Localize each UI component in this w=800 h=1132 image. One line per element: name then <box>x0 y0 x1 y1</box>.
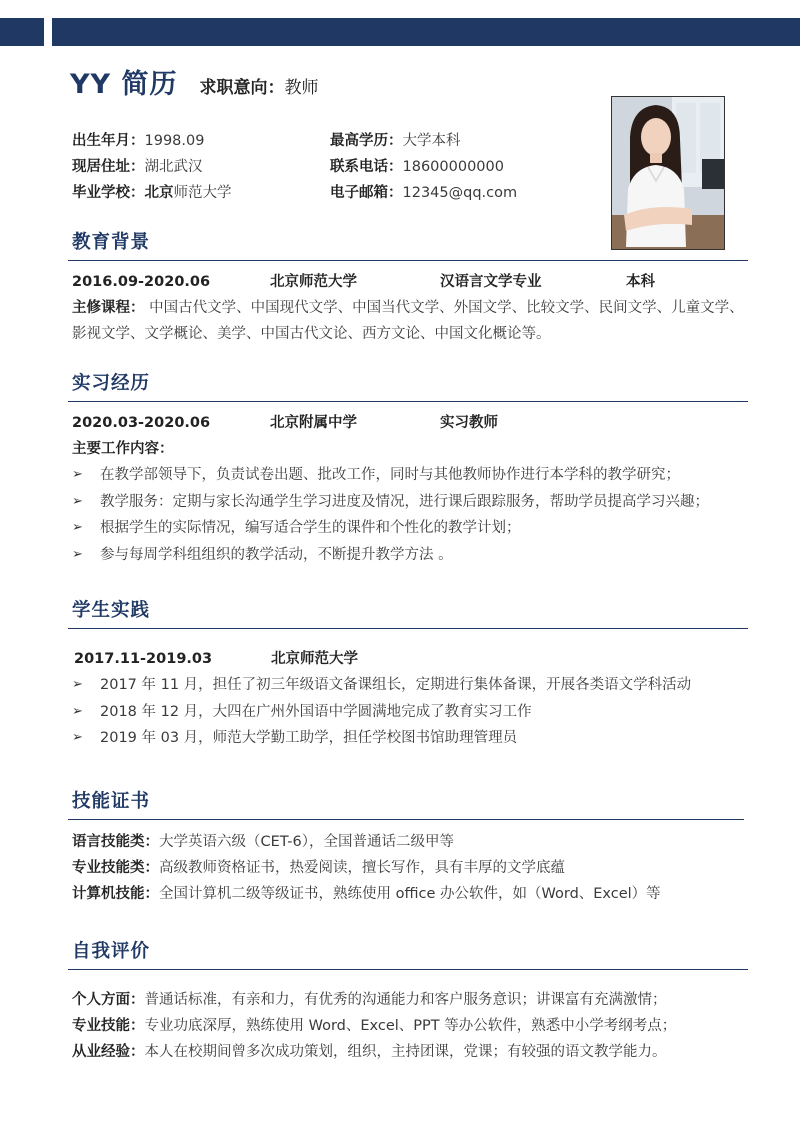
education-title: 教育背景 <box>72 232 151 253</box>
job-objective <box>200 73 319 98</box>
internship-date: 2020.03-2020.06 <box>72 415 211 431</box>
education-date: 2016.09-2020.06 <box>72 274 211 290</box>
title-row <box>70 62 319 101</box>
practice-title: 学生实践 <box>72 600 151 621</box>
skills-section <box>68 789 744 907</box>
internship-role: 实习教师 <box>440 415 498 431</box>
personal-info-left <box>72 128 232 206</box>
birth-date: 出生年月：1998.09 <box>72 133 205 149</box>
internship-section <box>68 371 748 568</box>
resume-title: YY 简历 <box>70 69 178 100</box>
arrowhead-bullet-icon: ➢ <box>72 730 83 745</box>
practice-entry-header <box>68 646 748 672</box>
list-item: ➢ 2019 年 03 月，师范大学勤工助学，担任学校图书馆助理管理员 <box>68 725 748 752</box>
skill-computer: 计算机技能：全国计算机二级等级证书，熟练使用 office 办公软件，如（Word、Excel）等 <box>72 886 661 902</box>
practice-org: 北京师范大学 <box>271 651 358 667</box>
skill-professional: 专业技能类：高级教师资格证书，热爱阅读，擅长写作，具有丰厚的文学底蕴 <box>72 860 565 876</box>
self-evaluation-section <box>68 939 748 1065</box>
education-school: 北京师范大学 <box>270 274 357 290</box>
practice-divider <box>68 628 748 629</box>
internship-divider <box>68 401 748 402</box>
skill-language: 语言技能类：大学英语六级（CET-6），全国普通话二级甲等 <box>72 834 455 850</box>
profile-photo <box>611 96 725 250</box>
self-eval-personal: 个人方面：普通话标准，有亲和力，有优秀的沟通能力和客户服务意识；讲课富有充满激情； <box>72 992 667 1008</box>
arrowhead-bullet-icon: ➢ <box>72 493 83 509</box>
objective-value: 教师 <box>284 78 319 98</box>
list-item: ➢ 根据学生的实际情况，编写适合学生的课件和个性化的教学计划； <box>68 515 748 542</box>
education-divider <box>68 260 748 261</box>
internship-title: 实习经历 <box>72 373 151 394</box>
arrowhead-bullet-icon: ➢ <box>72 467 83 482</box>
skills-title: 技能证书 <box>72 791 151 812</box>
list-item: ➢ 参与每周学科组组织的教学活动，不断提升教学方法 。 <box>68 542 748 569</box>
self-evaluation-divider <box>68 969 748 970</box>
internship-org: 北京附属中学 <box>270 415 357 431</box>
skills-list <box>68 829 744 907</box>
internship-content-label: 主要工作内容： <box>72 441 174 457</box>
objective-label: 求职意向： <box>199 78 285 98</box>
self-eval-experience: 从业经验：本人在校期间曾多次成功策划，组织，主持团课，党课；有较强的语文教学能力。 <box>72 1044 667 1060</box>
list-item: ➢ 2017 年 11 月，担任了初三年级语文备课组长，定期进行集体备课，开展各类语文学科活动 <box>68 672 748 699</box>
list-item: ➢ 教学服务：定期与家长沟通学生学习进度及情况，进行课后跟踪服务，帮助学员提高学习兴趣； <box>68 489 748 516</box>
header-accent-block <box>0 18 44 46</box>
practice-section <box>68 598 748 752</box>
current-address: 现居住址：湖北武汉 <box>72 159 203 175</box>
education-courses: 主修课程： 中国古代文学、中国现代文学、中国当代文学、外国文学、比较文学、民间文学、儿童文学、 <box>72 300 744 316</box>
self-eval-professional: 专业技能：专业功底深厚，熟练使用 Word、Excel、PPT 等办公软件，熟悉中小学考纲考点； <box>72 1018 677 1034</box>
personal-info-right <box>330 128 517 206</box>
email: 电子邮箱：12345@qq.com <box>330 185 518 201</box>
header-bar <box>52 18 800 46</box>
arrowhead-bullet-icon: ➢ <box>72 520 83 535</box>
internship-entry-header <box>68 410 748 436</box>
phone-number: 联系电话：18600000000 <box>330 159 504 175</box>
arrowhead-bullet-icon: ➢ <box>72 546 83 562</box>
education-degree: 本科 <box>626 274 655 290</box>
arrowhead-bullet-icon: ➢ <box>72 677 83 692</box>
arrowhead-bullet-icon: ➢ <box>72 703 83 719</box>
self-evaluation-title: 自我评价 <box>72 941 151 962</box>
education-major: 汉语言文学专业 <box>440 274 542 290</box>
education-courses-continued: 影视文学、文学概论、美学、中国古代文论、西方文论、中国文化概论等。 <box>72 326 551 342</box>
practice-date: 2017.11-2019.03 <box>74 651 213 667</box>
graduate-school: 毕业学校：北京师范大学 <box>72 185 232 201</box>
highest-degree: 最高学历：大学本科 <box>330 133 461 149</box>
self-evaluation-list <box>68 987 748 1065</box>
skills-divider <box>68 819 744 820</box>
list-item: ➢ 2018 年 12 月，大四在广州外国语中学圆满地完成了教育实习工作 <box>68 699 748 726</box>
list-item: ➢ 在教学部领导下，负责试卷出题、批改工作，同时与其他教师协作进行本学科的教学研究； <box>68 462 748 489</box>
education-section <box>68 230 748 347</box>
education-entry-header <box>68 269 748 295</box>
